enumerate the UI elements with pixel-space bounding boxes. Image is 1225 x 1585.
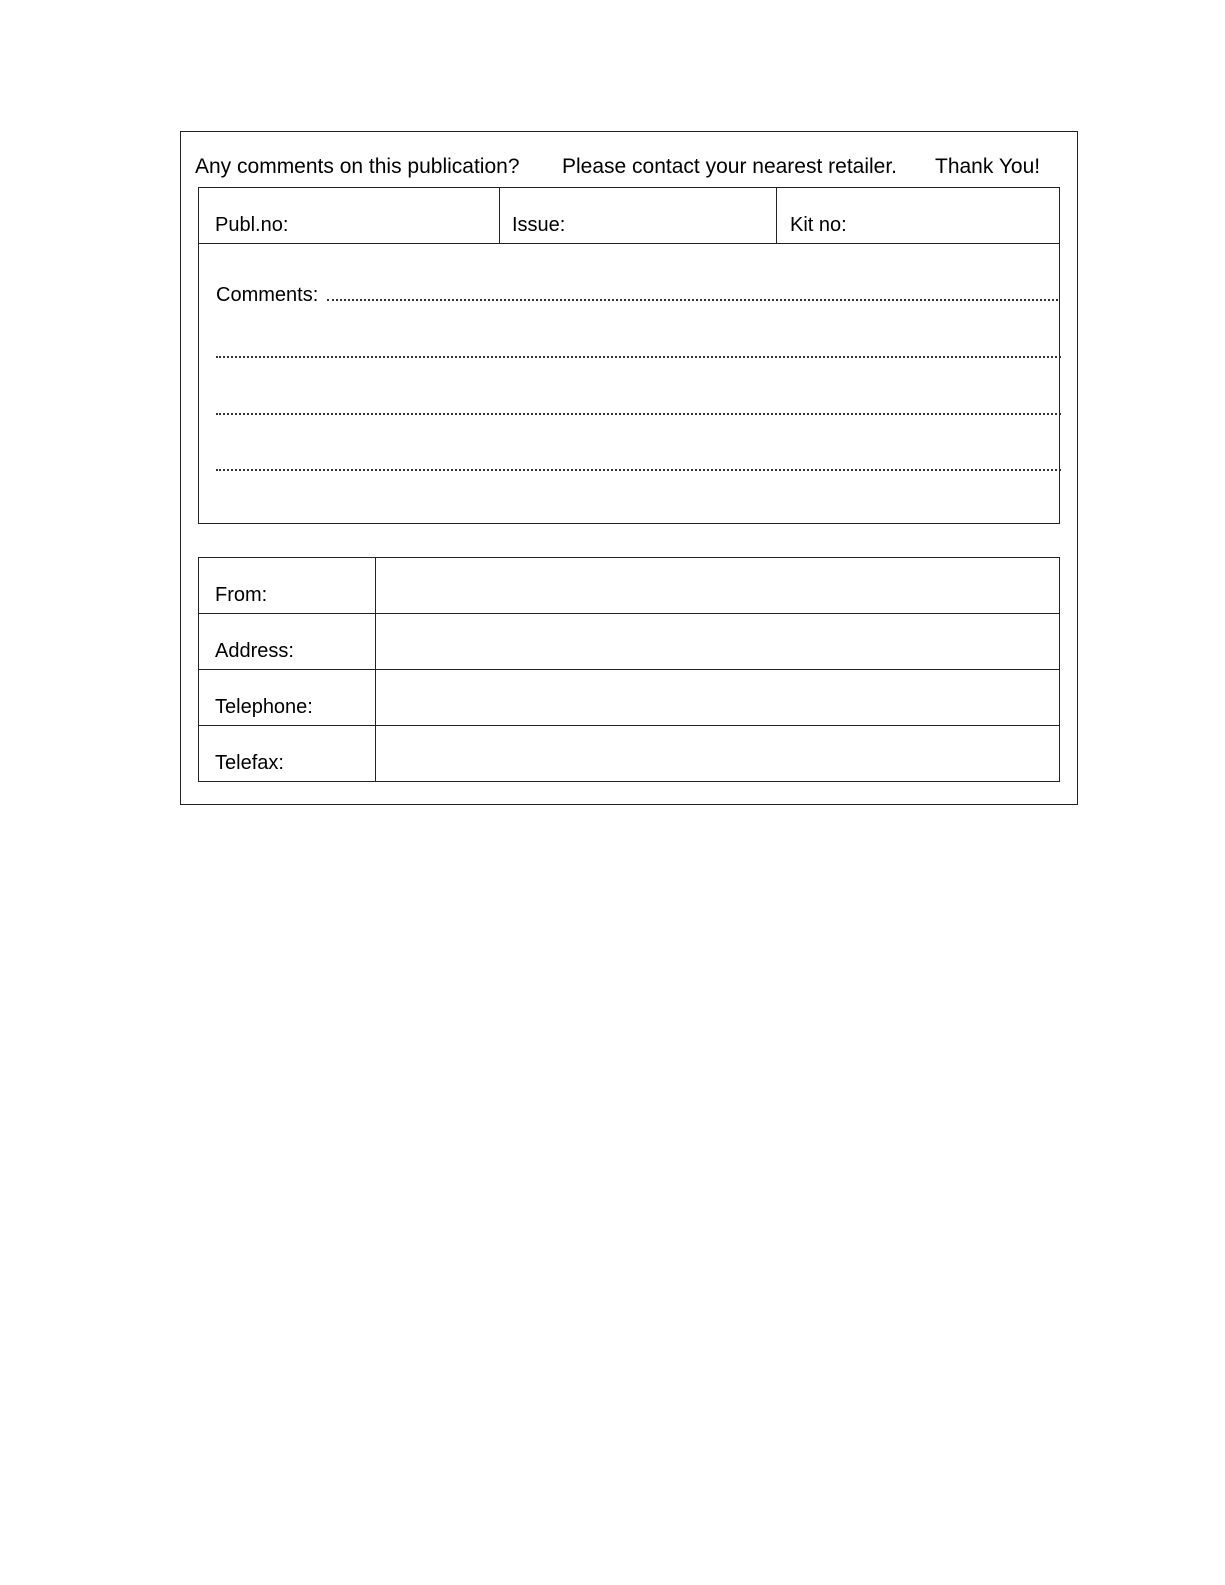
address-label: Address: [215, 640, 294, 662]
from-label-cell [199, 558, 376, 613]
publication-comments-table [198, 187, 1060, 524]
reference-row [199, 188, 1059, 244]
intro-instruction: Please contact your nearest retailer. [562, 155, 898, 178]
comments-label: Comments: [216, 284, 319, 306]
address-label-cell [199, 614, 376, 669]
issue-field[interactable] [500, 188, 777, 243]
telephone-label-cell [199, 670, 376, 725]
comments-line-4[interactable] [216, 469, 1061, 471]
comments-line-2[interactable] [216, 356, 1061, 358]
contact-row-telefax [199, 726, 1059, 781]
from-label: From: [215, 584, 268, 606]
publ-no-label: Publ.no: [215, 214, 289, 236]
from-field[interactable] [376, 558, 1059, 613]
telephone-field[interactable] [376, 670, 1059, 725]
contact-details-table [198, 557, 1060, 782]
comments-line-3[interactable] [216, 413, 1061, 415]
telefax-label-cell [199, 726, 376, 781]
feedback-form-card [180, 131, 1078, 805]
contact-row-from [199, 558, 1059, 614]
comments-line-1[interactable] [327, 299, 1058, 301]
kit-no-field[interactable] [777, 188, 1059, 243]
telefax-field[interactable] [376, 726, 1059, 781]
contact-row-telephone [199, 670, 1059, 726]
issue-label: Issue: [512, 214, 566, 236]
publ-no-field[interactable] [199, 188, 500, 243]
intro-question: Any comments on this publication? [195, 155, 520, 178]
telephone-label: Telephone: [215, 696, 313, 718]
intro-thanks: Thank You! [935, 155, 1041, 178]
kit-no-label: Kit no: [790, 214, 847, 236]
telefax-label: Telefax: [215, 752, 284, 774]
contact-row-address [199, 614, 1059, 670]
address-field[interactable] [376, 614, 1059, 669]
